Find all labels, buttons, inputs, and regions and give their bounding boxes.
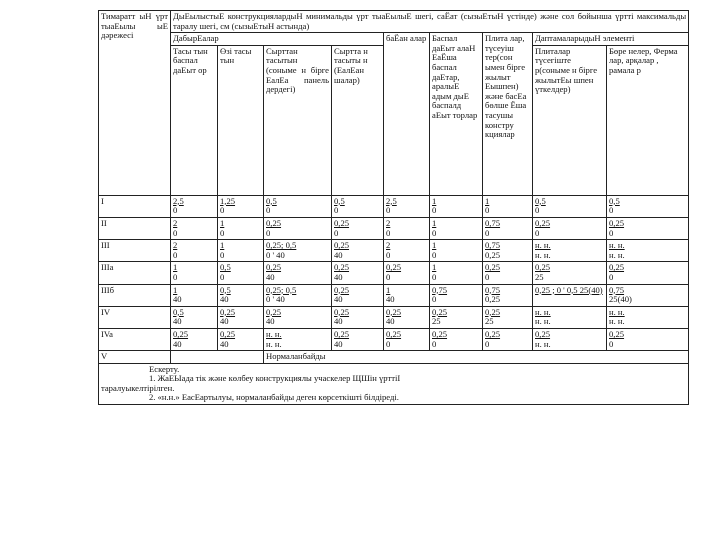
table-cell (332, 284, 384, 306)
table-cell (430, 328, 483, 350)
cell-hours: 1 (386, 284, 391, 295)
not-normalized: Нормаланбайды (264, 351, 689, 364)
table-cell (430, 284, 483, 306)
cell-spread: 0 (386, 271, 391, 282)
table-cell (384, 262, 430, 284)
table-cell (171, 262, 218, 284)
table-cell (483, 217, 533, 239)
table-cell (384, 217, 430, 239)
cell-spread: 40 (334, 338, 343, 349)
cell-hours: 1 (432, 217, 437, 228)
cell-spread: 40 (266, 271, 275, 282)
cell-hours: 0,25 (609, 217, 625, 228)
document-page (98, 10, 688, 490)
table-cell (332, 262, 384, 284)
cell-hours: 1 (432, 262, 437, 273)
cell-spread: 0 (535, 227, 540, 238)
cell-spread: 0 (266, 205, 271, 216)
cell-hours: 0,25 (220, 328, 236, 339)
cell-hours: 0,5 (173, 306, 184, 317)
header-hazard-degree: Тимаратт ыН үрт тыаЕылы ыЕ дәрежесі (99, 11, 171, 196)
cell-spread: 0 (386, 205, 391, 216)
table-cell (607, 284, 689, 306)
cell-spread: 40 (266, 316, 275, 327)
table-cell (483, 240, 533, 262)
table-cell (384, 284, 430, 306)
cell-hours: 0,25 (386, 262, 402, 273)
cell-spread: 40 (334, 316, 343, 327)
cell-hours: 0,5 (535, 195, 546, 206)
cell-spread: 0 (334, 205, 339, 216)
table-cell (218, 284, 264, 306)
cell-hours: 1 (432, 240, 437, 251)
table-cell (430, 262, 483, 284)
cell-spread: 25 (432, 316, 441, 327)
cell-spread: 0,25 (485, 294, 501, 305)
table-cell (430, 217, 483, 239)
cell-hours: н. н. (609, 240, 625, 251)
table-cell (483, 195, 533, 217)
header-int-nonbearing: Сыртта н тасыты н (ЕалЕан шалар) (332, 45, 384, 195)
degree-label: IVa (99, 328, 171, 350)
cell-spread: 40 (220, 294, 229, 305)
table-cell (332, 195, 384, 217)
cell-hours: 0,5 (334, 195, 345, 206)
table-cell (384, 195, 430, 217)
cell-spread: н. н. (609, 249, 625, 260)
header-bearing: Тасы тын баспал даЕыт ор (171, 45, 218, 195)
cell-spread: 25 (485, 316, 494, 327)
cell-spread: 0 (485, 205, 490, 216)
notes-block (99, 363, 689, 404)
degree-label: I (99, 195, 171, 217)
cell-spread: 0 (485, 227, 490, 238)
header-walls-group: ДабырЕалар (171, 33, 384, 46)
table-cell (332, 217, 384, 239)
table-cell (533, 328, 607, 350)
cell-spread: 0 (386, 338, 391, 349)
cell-hours: 2,5 (386, 195, 397, 206)
cell-hours: 0,25 (334, 217, 350, 228)
table-cell (264, 217, 332, 239)
header-selfbearing: Өзі тасы тын (218, 45, 264, 195)
cell-spread: 40 (173, 316, 182, 327)
cell-spread: 40 (220, 338, 229, 349)
cell-hours: 0,25 (485, 262, 501, 273)
cell-spread: 0 (609, 271, 614, 282)
cell-hours: 0,25 (220, 306, 236, 317)
cell-spread: н. н. (535, 316, 551, 327)
cell-spread: 0 (485, 271, 490, 282)
cell-hours: 0,25 (266, 306, 282, 317)
table-row (99, 306, 689, 328)
cell-spread: 40 (220, 316, 229, 327)
note-1: 1. ЖаЕЫада тік жәнe көлбеу конструкциялы учаскелер ЩШін үрттіІ (149, 373, 401, 384)
table-cell (483, 328, 533, 350)
table-cell (533, 195, 607, 217)
cell-hours: 0,25 (432, 306, 448, 317)
cell-hours: 2 (173, 217, 178, 228)
cell-spread: н. н. (609, 316, 625, 327)
cell-spread: 0 (609, 338, 614, 349)
cell-hours: 0,5 (609, 195, 620, 206)
table-cell (607, 240, 689, 262)
cell-spread: 0 (334, 227, 339, 238)
cell-hours: 0,25 (485, 306, 501, 317)
cell-spread: 40 (173, 294, 182, 305)
note-2: 2. «н.н.» ЕасЕартылуы, нормаланбайды деген көрсеткішті білдіреді. (149, 392, 399, 403)
cell-hours: 0,25 (535, 217, 551, 228)
header-slabs: Плита лар, түсеуіш тер(сон ымен бірге жылыт Еышпен) жәнe басЕа бөлше Ёша тасушы констру кциялар (483, 33, 533, 196)
header-columns: баЁан алар (384, 33, 430, 196)
cell-hours: н. н. (609, 306, 625, 317)
degree-label: IIIa (99, 262, 171, 284)
cell-spread: 0 (386, 227, 391, 238)
table-cell (483, 306, 533, 328)
table-cell (384, 328, 430, 350)
cell-spread: 0 ' 40 (266, 249, 285, 260)
table-cell (607, 217, 689, 239)
cell-hours: 0,75 (485, 217, 501, 228)
table-cell (607, 262, 689, 284)
cell-spread: 40 (173, 338, 182, 349)
table-row (99, 195, 689, 217)
table-cell (607, 195, 689, 217)
cell-hours: 0,25 (173, 328, 189, 339)
cell-hours: 1 (173, 284, 178, 295)
header-title: ДыЕылыстыЕ конструкциялардыН минимальды үрт тыаЕылыЕ шегі, саЁат (сызыЕтыН үстінде) жәнe сол бойынша үртті максимальды таралу шегі, см (сызыЕтыН астында) (171, 11, 689, 33)
cell-spread: 25 (535, 271, 544, 282)
header-ext-nonbearing: Сырттан тасытын (соныме н бірге ЕалЕа панель дердегі) (264, 45, 332, 195)
table-cell (430, 306, 483, 328)
cell-hours: 0,25 (266, 217, 282, 228)
cell-spread: 40 (334, 271, 343, 282)
table-cell (430, 240, 483, 262)
cell-hours: 0,25 (334, 284, 350, 295)
cell-hours: 1 (173, 262, 178, 273)
table-cell (384, 306, 430, 328)
table-cell (218, 240, 264, 262)
cell-hours: 0,75 (485, 284, 501, 295)
header-cov-beams: Бөре нелер, Ферма лар, арқалар , рамала р (607, 45, 689, 195)
header-cov-slabs: Плиталар түсегіште р(соныме н бірге жылытЕы шпен үткелдер) (533, 45, 607, 195)
cell-hours: 0,75 (485, 240, 501, 251)
cell-hours: 2 (386, 240, 391, 251)
cell-hours: 0,25 (609, 328, 625, 339)
cell-hours: 0,25 (432, 328, 448, 339)
table-cell (171, 240, 218, 262)
cell-hours: 1,25 (220, 195, 236, 206)
cell-spread: 0 (432, 338, 437, 349)
cell-hours: 0,5 (220, 284, 231, 295)
cell-spread: 0 (432, 249, 437, 260)
header-covering-group: ДаптамаларыдыН элементі (533, 33, 689, 46)
cell-spread: 25(40) (609, 294, 632, 305)
cell-hours: 2,5 (173, 195, 184, 206)
cell-spread: 0 (173, 205, 178, 216)
table-row (99, 262, 689, 284)
cell-hours: 0,25; 0,5 (266, 284, 297, 295)
cell-hours: 0,25 (334, 328, 350, 339)
cell-spread: 0 (173, 227, 178, 238)
table-cell (218, 195, 264, 217)
table-cell (264, 195, 332, 217)
cell-hours: 1 (485, 195, 490, 206)
note-1-cont: таралуыкелтірілген. (101, 382, 175, 393)
table-cell (533, 306, 607, 328)
cell-spread: 0 (432, 227, 437, 238)
cell-spread: 40 (334, 294, 343, 305)
table-cell (171, 217, 218, 239)
cell-hours: 0,5 (266, 195, 277, 206)
cell-spread: 0 (220, 249, 225, 260)
table-cell (218, 306, 264, 328)
cell-hours: 2 (173, 240, 178, 251)
cell-spread: 0 (173, 271, 178, 282)
cell-hours: 0,5 (220, 262, 231, 273)
table-cell (533, 262, 607, 284)
cell-hours: 0,25 (334, 240, 350, 251)
table-cell (171, 306, 218, 328)
cell-hours: н. н. (266, 328, 282, 339)
cell-spread: 0 (485, 338, 490, 349)
cell-hours: 0,25 (535, 328, 551, 339)
table-cell (171, 195, 218, 217)
cell-spread: 0 (609, 205, 614, 216)
cell-hours: н. н. (535, 306, 551, 317)
table-cell (171, 328, 218, 350)
cell-hours: 0,25 (386, 306, 402, 317)
degree-label: III (99, 240, 171, 262)
table-cell (332, 240, 384, 262)
degree-label: II (99, 217, 171, 239)
cell-hours: 0,25 (485, 328, 501, 339)
table-cell (264, 262, 332, 284)
cell-hours: 0,25 ; 0 ' 0,5 25(40) (535, 284, 603, 295)
cell-spread: 0,25 (485, 249, 501, 260)
table-cell (218, 328, 264, 350)
table-cell (218, 217, 264, 239)
table-cell (332, 306, 384, 328)
cell-spread: 0 (220, 227, 225, 238)
cell-hours: 1 (432, 195, 437, 206)
fire-resistance-table (98, 10, 689, 405)
cell-spread: 40 (334, 249, 343, 260)
cell-spread: 0 (220, 205, 225, 216)
cell-spread: 0 (266, 227, 271, 238)
table-cell (533, 217, 607, 239)
table-cell (607, 328, 689, 350)
cell-spread: 0 (173, 249, 178, 260)
table-cell (264, 284, 332, 306)
cell-hours: 0,25 (334, 262, 350, 273)
cell-spread: н. н. (535, 249, 551, 260)
cell-hours: н. н. (535, 240, 551, 251)
table-cell (384, 240, 430, 262)
cell-spread: 0 (432, 271, 437, 282)
cell-spread: 40 (386, 316, 395, 327)
cell-spread: 0 (386, 249, 391, 260)
table-cell (171, 284, 218, 306)
table-cell (430, 195, 483, 217)
cell-spread: 0 (220, 271, 225, 282)
cell-spread: 0 (432, 205, 437, 216)
cell-spread: 0 (432, 294, 437, 305)
cell-hours: 0,75 (432, 284, 448, 295)
cell-hours: 0,25 (334, 306, 350, 317)
cell-spread: 0 ' 40 (266, 294, 285, 305)
header-stairs: Баспал даЕыт алаН ЕаЁша баспал даЕтар, аралыЕ адым дыЕ баспалд аЕыт торлар (430, 33, 483, 196)
table-cell (218, 262, 264, 284)
table-row (99, 240, 689, 262)
cell-hours: 1 (220, 217, 225, 228)
notes-title: Ескерту. (149, 363, 180, 374)
cell-spread: н. н. (266, 338, 282, 349)
table-cell (483, 262, 533, 284)
cell-hours: 0,25 (386, 328, 402, 339)
degree-label: V (99, 351, 171, 364)
cell-spread: н. н. (535, 338, 551, 349)
table-cell (264, 240, 332, 262)
table-cell (483, 284, 533, 306)
cell-hours: 1 (220, 240, 225, 251)
cell-spread: 40 (386, 294, 395, 305)
cell-hours: 0,25; 0,5 (266, 240, 297, 251)
cell-spread: 0 (609, 227, 614, 238)
table-row (99, 328, 689, 350)
table-row (99, 217, 689, 239)
table-cell (332, 328, 384, 350)
degree-label: IV (99, 306, 171, 328)
table-cell (607, 306, 689, 328)
cell-hours: 0,75 (609, 284, 625, 295)
cell-hours: 2 (386, 217, 391, 228)
table-cell (533, 284, 607, 306)
table-row (99, 284, 689, 306)
cell-hours: 0,25 (609, 262, 625, 273)
degree-label: IIIб (99, 284, 171, 306)
cell-spread: 0 (535, 205, 540, 216)
table-cell (533, 240, 607, 262)
cell-hours: 0,25 (535, 262, 551, 273)
table-cell (264, 328, 332, 350)
table-cell (264, 306, 332, 328)
cell-hours: 0,25 (266, 262, 282, 273)
